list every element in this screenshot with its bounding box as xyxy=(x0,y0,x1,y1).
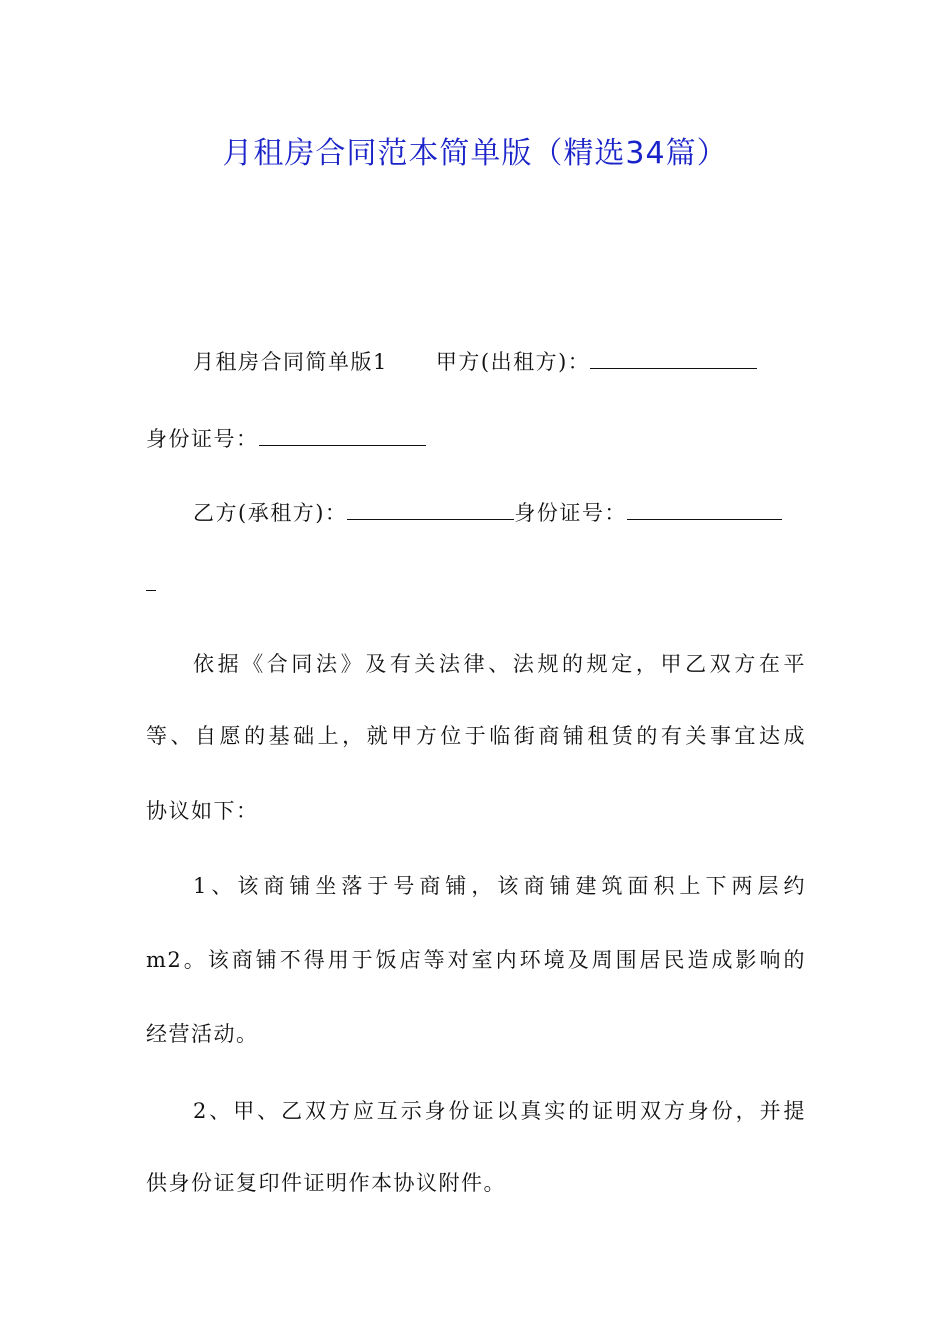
item1-line1: 1、该商铺坐落于号商铺，该商铺建筑面积上下两层约 xyxy=(193,874,806,898)
para1-line2: 等、自愿的基础上，就甲方位于临街商铺租赁的有关事宜达成 xyxy=(146,724,806,748)
party-b-id-blank-tail xyxy=(146,572,156,591)
party-a-label: 甲方(出租方)： xyxy=(435,350,591,374)
party-b-label: 乙方(承租方)： xyxy=(193,501,348,525)
party-b-id-blank xyxy=(627,501,782,520)
party-a-id-line xyxy=(146,423,806,453)
party-a-id-label: 身份证号： xyxy=(146,427,259,451)
party-b-id-continuation xyxy=(146,572,806,596)
party-a-heading: 月租房合同简单版1 xyxy=(193,350,388,374)
para1-line1: 依据《合同法》及有关法律、法规的规定，甲乙双方在平 xyxy=(193,652,806,676)
party-b-id-label: 身份证号： xyxy=(514,501,627,525)
party-b-line xyxy=(193,497,806,527)
item1-line3: 经营活动。 xyxy=(146,1022,259,1046)
item2-line2: 供身份证复印件证明作本协议附件。 xyxy=(146,1171,506,1195)
item1-line2: m2。该商铺不得用于饭店等对室内环境及周围居民造成影响的 xyxy=(146,948,806,972)
item2-line1: 2、甲、乙双方应互示身份证以真实的证明双方身份，并提 xyxy=(193,1099,806,1123)
party-a-blank xyxy=(590,350,757,369)
party-b-blank xyxy=(347,501,514,520)
document-title: 月租房合同范本简单版（精选34篇） xyxy=(222,136,728,171)
party-a-line xyxy=(193,346,806,376)
para1-line3: 协议如下： xyxy=(146,799,259,823)
party-a-id-blank xyxy=(259,427,426,446)
